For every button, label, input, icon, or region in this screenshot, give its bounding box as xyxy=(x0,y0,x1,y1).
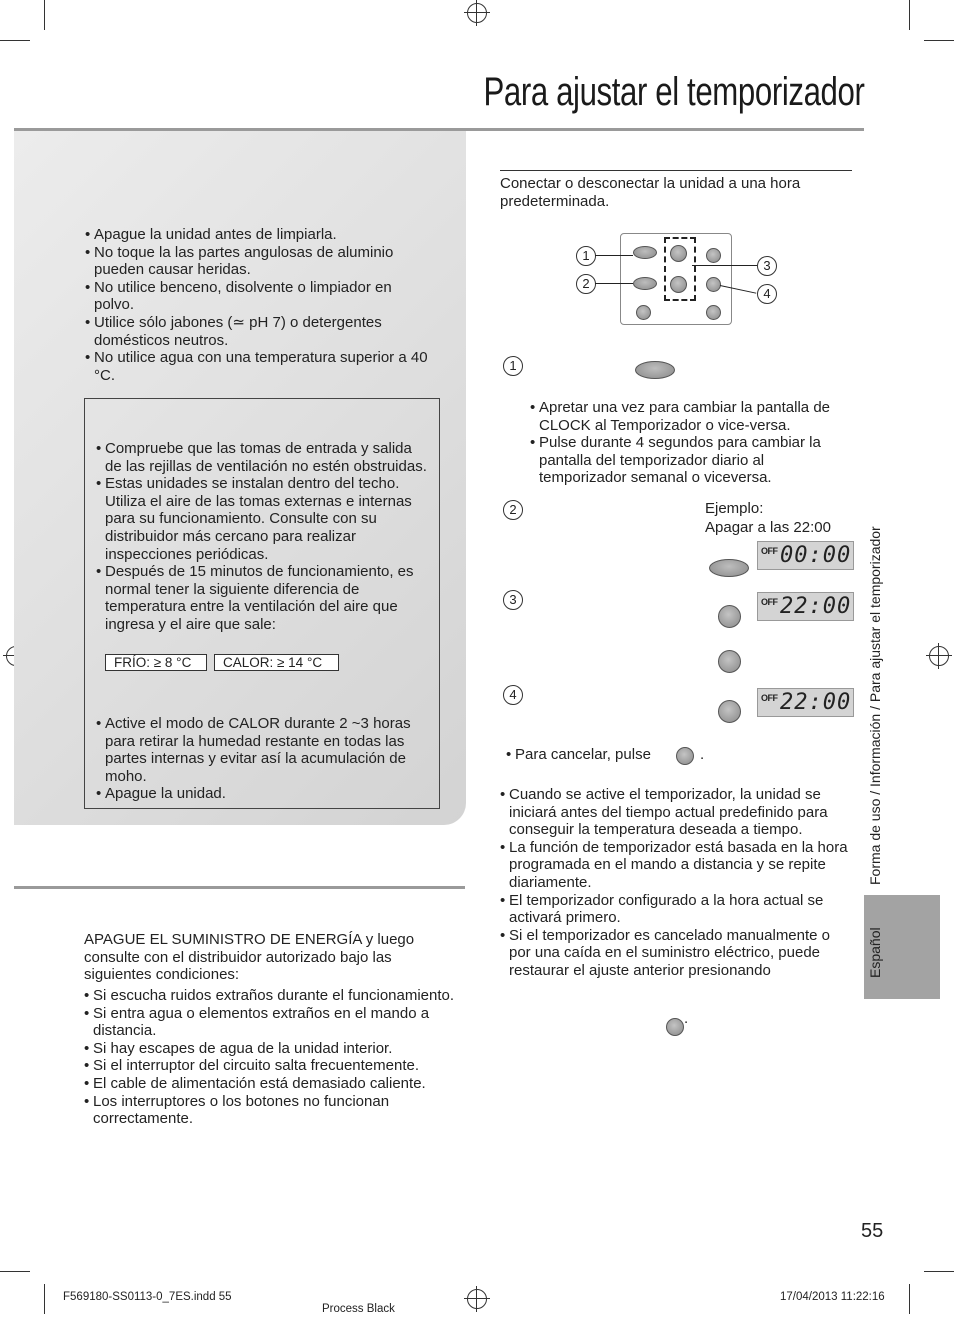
timer-button-icon xyxy=(709,559,749,577)
cancel-button-icon xyxy=(706,277,721,292)
crop-mark xyxy=(924,1271,954,1272)
example-text: Apagar a las 22:00 xyxy=(705,519,831,536)
side-section-label: Forma de uso / Información / Para ajustar el temporizador xyxy=(867,526,883,885)
timer-set-button xyxy=(633,246,657,259)
list-item: • Si el interruptor del circuito salta frecuentemente. xyxy=(84,1057,456,1075)
timer-rule xyxy=(500,170,852,171)
page-title: Para ajustar el temporizador xyxy=(482,70,864,114)
list-item: • Apague la unidad antes de limpiarla. xyxy=(85,226,435,244)
crop-mark xyxy=(44,1284,45,1314)
highlight-box xyxy=(664,237,696,301)
cancel-instruction xyxy=(506,746,651,764)
lcd-time: 22:00 xyxy=(780,594,852,619)
lcd-display xyxy=(757,592,854,621)
list-item: • No toque la las partes angulosas de aluminio pueden causar heridas. xyxy=(85,244,435,279)
step-1-number: 1 xyxy=(503,356,523,376)
power-list xyxy=(84,987,456,1128)
step-3-number: 3 xyxy=(503,590,523,610)
list-item: • Si escucha ruidos extraños durante el funcionamiento. xyxy=(84,987,456,1005)
cleaning-list xyxy=(85,226,435,384)
crop-mark xyxy=(44,0,45,30)
cancel-text: • Para cancelar, pulse xyxy=(506,746,651,763)
footer-process: Process Black xyxy=(322,1303,395,1315)
lcd-off-label: OFF xyxy=(761,546,778,556)
remote-button xyxy=(706,248,721,263)
cool-temp-tag: FRÍO: ≥ 8 °C xyxy=(105,654,207,671)
lcd-time: 22:00 xyxy=(780,690,852,715)
step-1-list xyxy=(530,399,850,487)
timer-select-button xyxy=(633,277,657,290)
crop-mark xyxy=(0,1271,30,1272)
callout-2: 2 xyxy=(576,274,596,294)
power-intro: APAGUE EL SUMINISTRO DE ENERGÍA y luego consulte con el distribuidor autorizado bajo las siguientes condiciones: xyxy=(84,931,415,984)
list-item: • Active el modo de CALOR durante 2 ~3 horas para retirar la humedad restante en todas las partes internas y evitar así la acumulación de moho. xyxy=(96,715,426,785)
cancel-period: . xyxy=(700,746,705,763)
footer-file: F569180-SS0113-0_7ES.indd 55 xyxy=(63,1291,232,1303)
list-item: • Si el temporizador es cancelado manualmente o por una caída en el suministro eléctrico, puede restaurar el ajuste anterior presionando xyxy=(500,927,850,980)
crop-mark xyxy=(909,0,910,30)
lcd-off-label: OFF xyxy=(761,597,778,607)
remote-button xyxy=(706,305,721,320)
step-2-number: 2 xyxy=(503,500,523,520)
registration-mark-icon xyxy=(467,3,487,23)
up-arrow-icon xyxy=(718,605,741,628)
list-item: • Estas unidades se instalan dentro del techo. Utiliza el aire de las tomas externas e internas para su funcionamiento. Consulte con su distribuidor más cercano para realizar inspecciones periódicas. xyxy=(96,475,428,563)
crop-mark xyxy=(0,40,30,41)
list-item: • Si hay escapes de agua de la unidad interior. xyxy=(84,1040,456,1058)
list-item: • No utilice benceno, disolvente o limpiador en polvo. xyxy=(85,279,435,314)
storage-list xyxy=(96,715,426,803)
list-item: • Apretar una vez para cambiar la pantalla de CLOCK al Temporizador o vice-versa. xyxy=(530,399,850,434)
section-rule xyxy=(14,886,465,889)
timer-button-icon xyxy=(635,361,675,379)
example-label: Ejemplo: xyxy=(705,500,764,517)
list-item: • No utilice agua con una temperatura superior a 40 °C. xyxy=(85,349,435,384)
list-item: • Utilice sólo jabones (≃ pH 7) o detergentes domésticos neutros. xyxy=(85,314,435,349)
lcd-time: 00:00 xyxy=(780,543,852,568)
step-4-number: 4 xyxy=(503,685,523,705)
footer-date: 17/04/2013 11:22:16 xyxy=(780,1291,885,1303)
restore-button-icon xyxy=(666,1018,684,1036)
registration-mark-icon xyxy=(929,646,949,666)
callout-4: 4 xyxy=(757,284,777,304)
list-item: • Pulse durante 4 segundos para cambiar la pantalla del temporizador diario al temporizador semanal o viceversa. xyxy=(530,434,850,487)
heat-temp-tag: CALOR: ≥ 14 °C xyxy=(214,654,339,671)
list-item: • El cable de alimentación está demasiado caliente. xyxy=(84,1075,456,1093)
crop-mark xyxy=(909,1284,910,1314)
leader-line xyxy=(595,255,633,256)
timer-notes xyxy=(500,786,850,980)
list-item: • Apague la unidad. xyxy=(96,785,426,803)
registration-mark-icon xyxy=(467,1289,487,1309)
leader-line xyxy=(595,283,633,284)
inspection-list xyxy=(96,440,428,634)
language-tab-label: Español xyxy=(867,927,883,978)
confirm-button-icon xyxy=(718,700,741,723)
leader-line xyxy=(692,265,757,266)
callout-3: 3 xyxy=(757,256,777,276)
cancel-button-icon xyxy=(676,747,694,765)
lcd-display xyxy=(757,688,854,717)
lcd-display xyxy=(757,541,854,570)
page-number: 55 xyxy=(861,1220,884,1242)
down-arrow-icon xyxy=(718,650,741,673)
list-item: • Cuando se active el temporizador, la unidad se iniciará antes del tiempo actual predefinido para conseguir la temperatura deseada a tiempo. xyxy=(500,786,850,839)
list-item: • Compruebe que las tomas de entrada y salida de las rejillas de ventilación no estén obstruidas. xyxy=(96,440,428,475)
list-item: • El temporizador configurado a la hora actual se activará primero. xyxy=(500,892,850,927)
notes-period: . xyxy=(684,1010,689,1027)
timer-intro: Conectar o desconectar la unidad a una hora predeterminada. xyxy=(500,175,801,210)
list-item: • Después de 15 minutos de funcionamiento, es normal tener la siguiente diferencia de temperatura entre la ventilación del aire que ingresa y el aire que sale: xyxy=(96,563,428,633)
lcd-off-label: OFF xyxy=(761,693,778,703)
crop-mark xyxy=(924,40,954,41)
list-item: • Si entra agua o elementos extraños en el mando a distancia. xyxy=(84,1005,456,1040)
callout-1: 1 xyxy=(576,246,596,266)
remote-button xyxy=(636,305,651,320)
list-item: • La función de temporizador está basada en la hora programada en el mando a distancia y se repite diariamente. xyxy=(500,839,850,892)
list-item: • Los interruptores o los botones no funcionan correctamente. xyxy=(84,1093,456,1128)
